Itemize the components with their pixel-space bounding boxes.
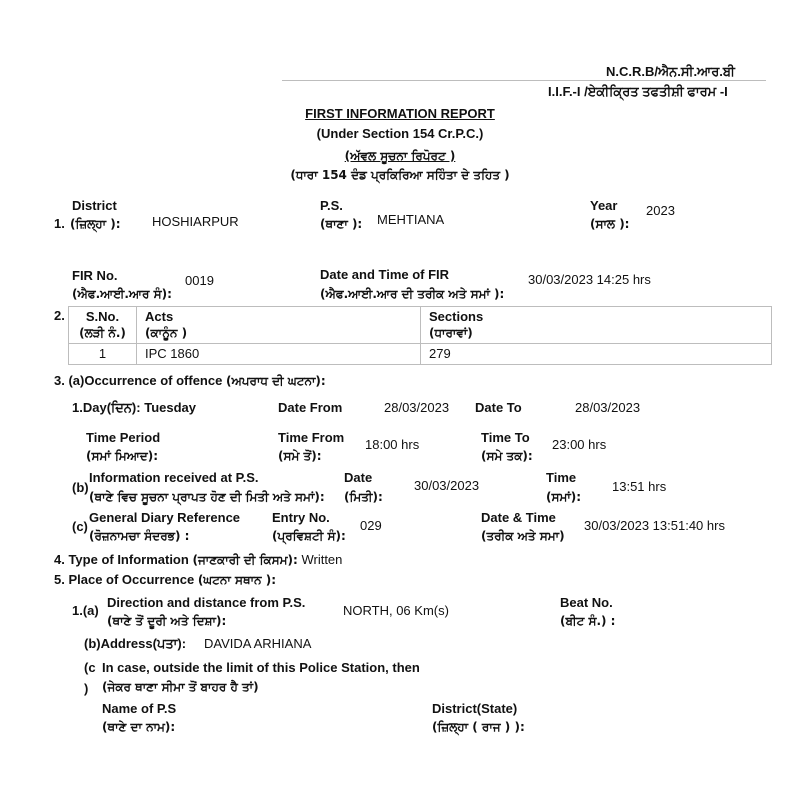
beat-no-label-punjabi: (ਬੀਟ ਸੰ.) : [560, 614, 616, 628]
iif-form-code: I.I.F.-I /ਏਕੀਕ੍ਰਿਤ ਤਫਤੀਸ਼ੀ ਫਾਰਮ -I [548, 84, 728, 99]
subsection-b-marker: (b) [72, 480, 89, 495]
acts-header: Acts (ਕਾਨੂੰਨ ) [137, 307, 421, 344]
info-time-label: Time [546, 470, 577, 485]
gd-datetime-value: 30/03/2023 13:51:40 hrs [584, 518, 725, 533]
year-label-punjabi: (ਸਾਲ ): [590, 217, 630, 231]
address-label: (b)Address(ਪਤਾ): [84, 636, 187, 651]
day-value: Tuesday [144, 400, 197, 415]
time-from-label-punjabi: (ਸਮੇ ਤੋਂ): [278, 449, 322, 463]
info-date-value: 30/03/2023 [414, 478, 480, 493]
beat-no-label: Beat No. [560, 595, 613, 610]
time-period-label: Time Period [86, 430, 161, 445]
gd-reference-label-punjabi: (ਰੋਜ਼ਨਾਮਚਾ ਸੰਦਰਭ) : [89, 529, 190, 543]
section-2-number: 2. [54, 308, 65, 323]
ps-value: MEHTIANA [377, 212, 445, 227]
address-value: DAVIDA ARHIANA [204, 636, 312, 651]
report-title-punjabi: (ਅੱਵਲ ਸੂਚਨਾ ਰਿਪੋਰਟ ) [344, 149, 456, 163]
district-label-punjabi: (ਜ਼ਿਲ੍ਹਾ ): [70, 217, 121, 231]
header-divider [282, 80, 766, 81]
report-subtitle: (Under Section 154 Cr.P.C.) [316, 126, 484, 141]
direction-distance-label-punjabi: (ਥਾਣੇ ਤੋਂ ਦੂਰੀ ਅਤੇ ਦਿਸ਼ਾ): [107, 614, 227, 628]
ps-name-label-punjabi: (ਥਾਣੇ ਦਾ ਨਾਮ): [102, 720, 176, 734]
table-row [69, 344, 772, 365]
report-subtitle-punjabi: (ਧਾਰਾ 154 ਦੰਡ ਪ੍ਰਕਿਰਿਆ ਸਹਿੰਤਾ ਦੇ ਤਹਿਤ ) [290, 168, 510, 182]
outside-limit-label: In case, outside the limit of this Police Station, then [102, 660, 420, 675]
district-state-label: District(State) [432, 701, 518, 716]
section-1-number: 1. [54, 216, 65, 231]
entry-no-value: 029 [360, 518, 382, 533]
info-date-label-punjabi: (ਮਿਤੀ): [344, 490, 383, 504]
district-value: HOSHIARPUR [152, 214, 239, 229]
fir-datetime-label: Date and Time of FIR [320, 267, 450, 282]
direction-distance-label: Direction and distance from P.S. [107, 595, 306, 610]
sections-header: Sections (ਧਾਰਾਵਾਂ) [421, 307, 772, 344]
time-to-label: Time To [481, 430, 530, 445]
fir-datetime-label-punjabi: (ਐਫ.ਆਈ.ਆਰ ਦੀ ਤਰੀਕ ਅਤੇ ਸਮਾਂ ): [320, 287, 505, 301]
place-of-occurrence-label: 5. Place of Occurrence (ਘਟਨਾ ਸਥਾਨ ): [54, 572, 277, 587]
occurrence-label: 3. (a)Occurrence of offence (ਅਪਰਾਧ ਦੀ ਘਟਨਾ): [54, 373, 326, 388]
info-time-value: 13:51 hrs [612, 479, 667, 494]
time-from-value: 18:00 hrs [365, 437, 420, 452]
ncrb-code: N.C.R.B/ਐਨ.ਸੀ.ਆਰ.ਬੀ [606, 64, 735, 79]
year-value: 2023 [646, 203, 675, 218]
subsection-c-marker: (c) [72, 519, 88, 534]
time-from-label: Time From [278, 430, 345, 445]
sno-header: S.No. (ਲੜੀ ਨੰ.) [69, 307, 137, 344]
district-state-label-punjabi: (ਜ਼ਿਲ੍ਹਾ ( ਰਾਜ ) ): [432, 720, 525, 734]
gd-reference-label: General Diary Reference [89, 510, 241, 525]
acts-sections-table [68, 306, 772, 365]
act-cell: IPC 1860 [137, 344, 421, 365]
entry-no-label: Entry No. [272, 510, 330, 525]
ps-label-punjabi: (ਥਾਣਾ ): [320, 217, 363, 231]
gd-datetime-label-punjabi: (ਤਰੀਕ ਅਤੇ ਸਮਾ) [481, 529, 565, 543]
subsection-c-open: (c [84, 660, 96, 675]
type-of-information-value: Written [301, 552, 343, 567]
subsection-a-marker: 1.(a) [72, 603, 99, 618]
fir-no-value: 0019 [185, 273, 214, 288]
gd-datetime-label: Date & Time [481, 510, 556, 525]
time-period-label-punjabi: (ਸਮਾਂ ਮਿਆਦ): [86, 449, 158, 463]
subsection-c-close: ) [84, 681, 89, 696]
outside-limit-label-punjabi: (ਜੇਕਰ ਥਾਣਾ ਸੀਮਾ ਤੋਂ ਬਾਹਰ ਹੈ ਤਾਂ) [102, 680, 259, 694]
fir-no-label-punjabi: (ਐਫ.ਆਈ.ਆਰ ਸੰ): [72, 287, 172, 301]
time-to-value: 23:00 hrs [552, 437, 607, 452]
sno-cell: 1 [69, 344, 137, 365]
date-from-label: Date From [278, 400, 343, 415]
day-label: 1.Day(ਦਿਨ): Tuesday [72, 400, 197, 415]
type-of-information: 4. Type of Information (ਜਾਣਕਾਰੀ ਦੀ ਕਿਸਮ): Written [54, 552, 343, 567]
date-to-value: 28/03/2023 [575, 400, 641, 415]
info-received-label-punjabi: (ਥਾਣੇ ਵਿਚ ਸੂਚਨਾ ਪ੍ਰਾਪਤ ਹੋਣ ਦੀ ਮਿਤੀ ਅਤੇ ਸਮਾਂ): [89, 490, 325, 504]
fir-no-label: FIR No. [72, 268, 118, 283]
time-to-label-punjabi: (ਸਮੇ ਤਕ): [481, 449, 533, 463]
ps-label: P.S. [320, 198, 343, 213]
direction-distance-value: NORTH, 06 Km(s) [343, 603, 449, 618]
entry-no-label-punjabi: (ਪ੍ਰਵਿਸ਼ਟੀ ਸੰ): [272, 529, 346, 543]
district-label: District [72, 198, 117, 213]
date-from-value: 28/03/2023 [384, 400, 450, 415]
info-time-label-punjabi: (ਸਮਾਂ): [546, 490, 582, 504]
date-to-label: Date To [475, 400, 522, 415]
info-date-label: Date [344, 470, 373, 485]
table-header-row [69, 307, 772, 344]
report-title: FIRST INFORMATION REPORT [305, 106, 495, 121]
fir-datetime-value: 30/03/2023 14:25 hrs [528, 272, 651, 287]
year-label: Year [590, 198, 618, 213]
section-cell: 279 [421, 344, 772, 365]
ps-name-label: Name of P.S [102, 701, 177, 716]
info-received-label: Information received at P.S. [89, 470, 259, 485]
